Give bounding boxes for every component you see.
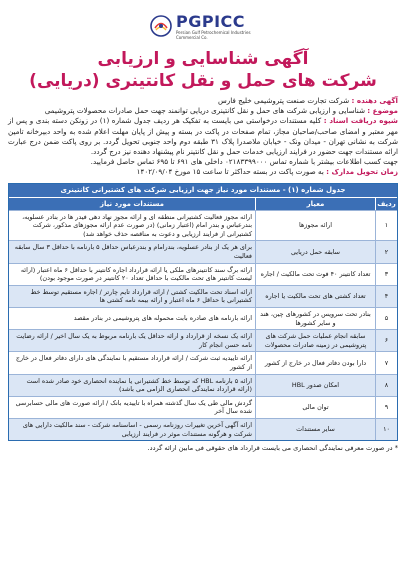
- column-header-num: ردیف: [375, 198, 397, 210]
- row-docs: ارائه اسناد تحت مالکیت کشتی / ارائه قرارداد تایم چارتر / اجاره مستقیم توسط خط کشتیرانی با حداقل ۶ ماه اعتبار و ارائه بیمه نامه کشتی ها: [30, 287, 252, 305]
- row-docs: ارائه مجوز فعالیت کشتیرانی منطقه ای و ارائه مجوز نهاد دهی فیدر ها در بنادر عسلویه، بندرعباس و بندر امام (اعتبار زمانی) (در صورت عدم ارائه مجوزهای مذکور، شرکت کشتیرانی از فرایند ارزیابی و دعوت به مناقصه حذف خواهد شد): [22, 212, 252, 238]
- table-row: [9, 374, 397, 396]
- table-row: [9, 263, 397, 285]
- subject-line: [8, 106, 398, 116]
- requirements-table: [8, 183, 398, 441]
- row-num: ۵: [375, 308, 397, 329]
- table-row: [9, 210, 397, 241]
- table-row: [9, 285, 397, 307]
- row-criteria: سابقه انجام عملیات حمل شرکت های پتروشیمی در زمینه صادرات محصولات: [255, 330, 375, 351]
- deadline-label: زمان تحویل مدارک :: [326, 167, 398, 177]
- row-num: ۷: [375, 352, 397, 373]
- row-docs: ارائه ۵ بارنامه HBL که توسط خط کشتیرانی یا نماینده انحصاری خود صادر شده است (ارائه قرارداد نمایندگی انحصاری الزامی می باشد): [26, 376, 252, 394]
- table-row: [9, 307, 397, 329]
- row-num: ۸: [375, 375, 397, 396]
- row-num: ۶: [375, 330, 397, 351]
- row-criteria: توان مالی: [255, 397, 375, 418]
- employer-line: [8, 96, 398, 106]
- petrochemical-logo-icon: [150, 15, 172, 37]
- title-line-1: آگهی شناسایی و ارزیابی: [97, 49, 309, 69]
- table-row: [9, 351, 397, 373]
- table-banner: جدول شماره (۱) - مستندات مورد نیاز جهت ارزیابی شرکت های کشتیرانی کانتینری: [9, 184, 397, 197]
- logo-name: PGPICC: [176, 11, 246, 31]
- table-row: [9, 418, 397, 440]
- row-docs: ارائه یک نسخه از قرارداد و ارائه حداقل یک بارنامه مربوط به یک سال اخیر / ارائه رضایت نامه حسن انجام کار: [16, 332, 252, 349]
- row-criteria: تعداد کشتی های تحت مالکیت یا اجاره: [255, 286, 375, 307]
- advertisement-body: [8, 96, 398, 178]
- row-num: ۲: [375, 241, 397, 262]
- table-row: [9, 329, 397, 351]
- row-docs: ارائه آگهی آخرین تغییرات روزنامه رسمی - اساسنامه شرکت - سند مالکیت دارایی های شرکت و هرگونه مستندات موثر در فرایند ارزیابی: [22, 420, 252, 438]
- logo-subtitle: Persian Gulf Petrochemical Industries Commercial Co.: [176, 29, 251, 40]
- row-docs: برای هر یک از بنادر عسلویه، بندرامام و بندرعباس حداقل ۵ بارنامه با حداقل ۳ سال سابقه فعالیت: [14, 243, 252, 260]
- row-num: ۳: [375, 264, 397, 285]
- method-text: کلیه مستندات درخواستی می بایست به تفکیک هر ردیف جدول شماره (۱) در زونکن دسته بندی و پس از مهر معتبر و امضای صاحب/صاحبان مجاز، تمام صفحات در پاکت در بسته و پیش از پایان مهلت اعلام شده به واحد دبیرخانه تامین شرکت به نشانی تهران - میدان ونک - خیابان ملاصدرا پلاک ۳۱ طبقه دوم واحد جنوبی تحویل گردد.: [8, 116, 398, 146]
- subject-text: شناسایی و ارزیابی شرکت های حمل و نقل کانتینری دریایی توانمند جهت حمل صادرات محصولات پتروشیمی: [44, 106, 365, 116]
- employer-label: آگهی دهنده :: [351, 96, 398, 105]
- footer-note: * در صورت معرفی نمایندگی انحصاری می بایست قرارداد های حقوقی فی مابین ارائه گردد.: [147, 444, 398, 453]
- title-line-2: شرکت های حمل و نقل کانتینری (دریایی): [29, 71, 377, 91]
- row-num: ۴: [375, 286, 397, 307]
- row-criteria: سابقه حمل دریایی: [255, 241, 375, 262]
- method-label: شیوه دریافت اسناد :: [323, 116, 398, 126]
- table-row: [9, 240, 397, 262]
- employer-text: شرکت تجارت صنعت پتروشیمی خلیج فارس: [217, 96, 350, 105]
- row-num: ۱۰: [375, 419, 397, 440]
- deadline-line: [8, 167, 398, 177]
- column-header-docs: مستندات مورد نیاز: [99, 199, 164, 208]
- table-body: [9, 210, 397, 440]
- row-docs: ارائه بارنامه های صادره بابت محموله های پتروشیمی در بنادر مقصد: [73, 314, 252, 323]
- deadline-text: به صورت پاکت در بسته حداکثر تا ساعت ۱۵ مورخ ۱۴۰۲/۰۹/۰۴: [136, 167, 324, 177]
- table-row: [9, 396, 397, 418]
- method-line: [8, 116, 398, 157]
- column-header-criteria: معیار: [255, 198, 375, 210]
- subject-label: موضوع :: [367, 106, 398, 116]
- row-criteria: تعداد کانتینر ۴۰ فوت تحت مالکیت / اجاره: [255, 264, 375, 285]
- row-docs: ارائه تاییدیه ثبت شرکت / ارائه قرارداد مستقیم با نمایندگی های دارای دفاتر فعال در خارج از کشور: [15, 354, 252, 371]
- contact-line: جهت کسب اطلاعات بیشتر با شماره تماس ۰۲۱۸۳۳۹۹۰۰۰ داخلی های ۶۹۱ تا ۶۹۵ تماس حاصل فرمایید.: [90, 157, 398, 167]
- table-header-row: [9, 197, 397, 210]
- company-logo: [8, 6, 398, 46]
- row-criteria: امکان صدور HBL: [255, 375, 375, 396]
- row-docs: گردش مالی طی یک سال گذشته همراه با تاییدیه بانک / ارائه صورت های مالی حسابرسی شده سال آخر: [15, 398, 252, 416]
- note-text: بر روی پاکت ضمن درج عبارت ارائه مستندات جهت حضور در فرایند ارزیابی خدمات حمل و نقل کانتینر نام پیشنهاد دهنده نیز درج گردد.: [8, 136, 398, 157]
- row-criteria: سایر مستندات: [255, 419, 375, 440]
- row-num: ۱: [375, 211, 397, 241]
- row-criteria: ارائه مجوزها: [255, 211, 375, 241]
- row-criteria: بنادر تحت سرویس در کشورهای چین، هند و سایر کشورها: [255, 308, 375, 329]
- row-criteria: دارا بودن دفاتر فعال در خارج از کشور: [255, 352, 375, 373]
- row-num: ۹: [375, 397, 397, 418]
- row-docs: ارائه برگ سند کانتینرهای ملکی یا ارائه قرارداد اجاره کانتینر با حداقل ۶ ماه اعتبار (ارائه لیست کانتینر های تحت مالکیت با حداقل تعداد ۲۰ کانتینر در صورت موجود بودن): [20, 265, 252, 283]
